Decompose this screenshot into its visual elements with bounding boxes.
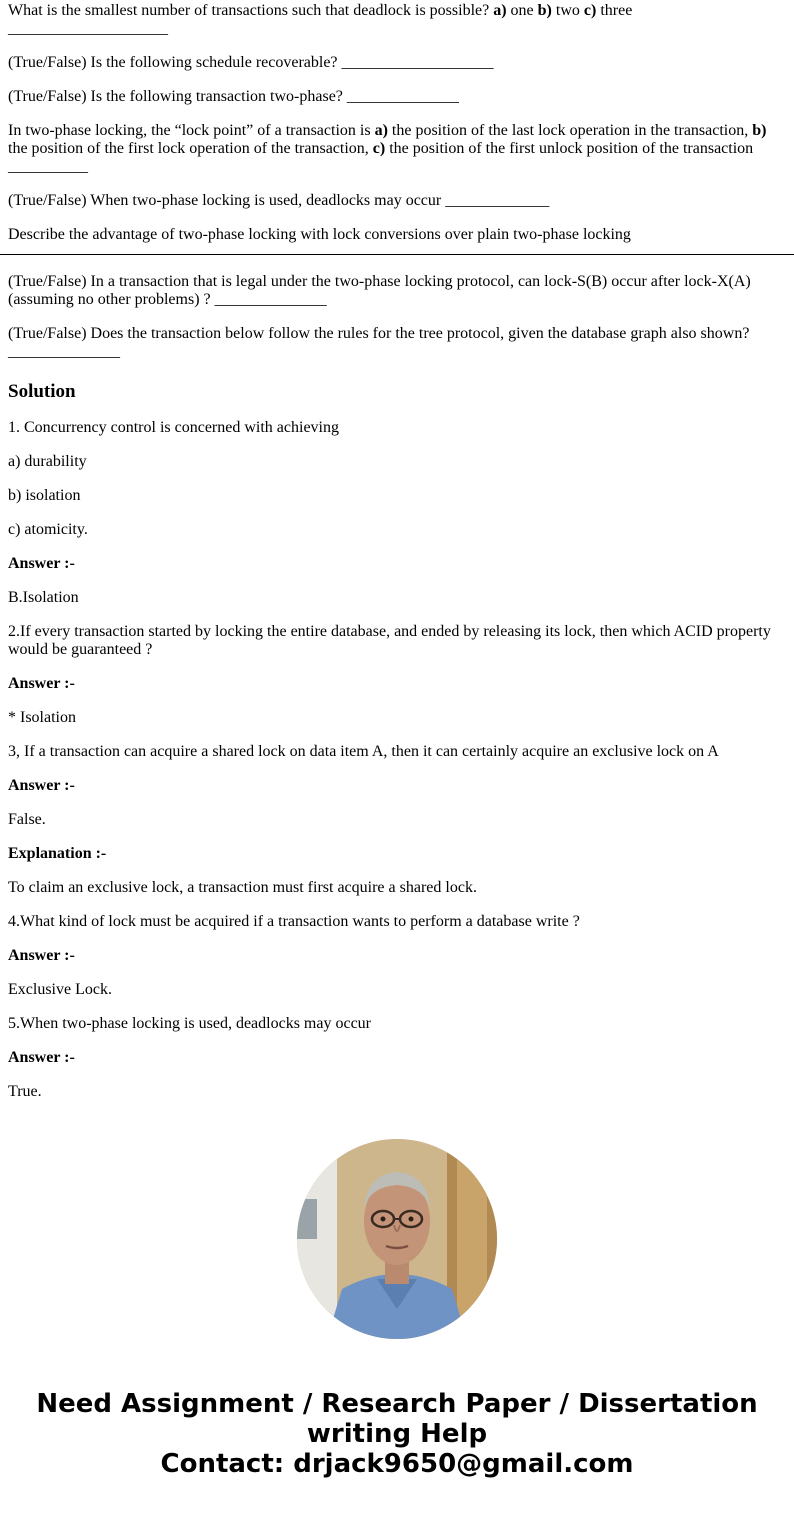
bold-text: Answer :- bbox=[8, 555, 75, 572]
bold-text: Answer :- bbox=[8, 777, 75, 794]
text-run: (True/False) In a transaction that is legal under the two-phase locking protocol, can lock-S(B) occur after lock-X(A) (assuming no other problems) ? ______________ bbox=[8, 273, 751, 308]
text-run: (True/False) Is the following transaction two-phase? ______________ bbox=[8, 88, 459, 105]
question-item bbox=[8, 88, 786, 106]
text-run: b) isolation bbox=[8, 487, 81, 504]
solution-text bbox=[8, 589, 786, 607]
promo-banner bbox=[0, 1389, 794, 1479]
solution-label bbox=[8, 555, 786, 573]
question-item bbox=[8, 273, 786, 309]
question-item bbox=[8, 122, 786, 176]
text-run: ____________________ bbox=[8, 20, 168, 37]
text-run: (True/False) Is the following schedule recoverable? ___________________ bbox=[8, 54, 494, 71]
bold-text: a) bbox=[493, 2, 507, 19]
text-run: the position of the first lock operation of the transaction, bbox=[8, 140, 373, 157]
text-run: Describe the advantage of two-phase locking with lock conversions over plain two-phase locking bbox=[8, 226, 631, 243]
solution-label bbox=[8, 1049, 786, 1067]
bold-text: Answer :- bbox=[8, 1049, 75, 1066]
bold-text: Explanation :- bbox=[8, 845, 107, 862]
solution-text bbox=[8, 1015, 786, 1033]
solution-label bbox=[8, 947, 786, 965]
solution-text bbox=[8, 453, 786, 471]
text-run: (True/False) Does the transaction below follow the rules for the tree protocol, given the database graph also shown? ______________ bbox=[8, 325, 750, 360]
solution-text bbox=[8, 913, 786, 931]
solution-list bbox=[8, 419, 786, 1101]
bold-text: Answer :- bbox=[8, 675, 75, 692]
text-run: 4.What kind of lock must be acquired if a transaction wants to perform a database write ? bbox=[8, 913, 580, 930]
answer-line bbox=[0, 254, 794, 255]
solution-text bbox=[8, 1083, 786, 1101]
text-run: one bbox=[506, 2, 538, 19]
bold-text: a) bbox=[374, 122, 388, 139]
question-item bbox=[8, 192, 786, 210]
avatar bbox=[297, 1139, 497, 1339]
text-run: What is the smallest number of transactions such that deadlock is possible? bbox=[8, 2, 494, 19]
solution-text bbox=[8, 487, 786, 505]
solution-text bbox=[8, 879, 786, 897]
text-run: a) durability bbox=[8, 453, 87, 470]
solution-text bbox=[8, 811, 786, 829]
text-run: False. bbox=[8, 811, 46, 828]
solution-heading: Solution bbox=[8, 381, 76, 402]
text-run: 5.When two-phase locking is used, deadlocks may occur bbox=[8, 1015, 372, 1032]
promo-line-contact: Contact: drjack9650@gmail.com bbox=[160, 1449, 634, 1479]
text-run: To claim an exclusive lock, a transaction must first acquire a shared lock. bbox=[8, 879, 477, 896]
text-run: In two-phase locking, the “lock point” of a transaction is bbox=[8, 122, 375, 139]
text-run: c) atomicity. bbox=[8, 521, 88, 538]
bold-text: c) bbox=[372, 140, 386, 157]
text-run: Exclusive Lock. bbox=[8, 981, 112, 998]
question-item bbox=[8, 325, 786, 361]
solution-text bbox=[8, 419, 786, 437]
question-item bbox=[8, 54, 786, 72]
solution-text bbox=[8, 623, 786, 659]
text-run: True. bbox=[8, 1083, 42, 1100]
question-item bbox=[8, 2, 786, 38]
solution-label bbox=[8, 777, 786, 795]
bold-text: b) bbox=[752, 122, 767, 139]
bold-text: c) bbox=[583, 2, 597, 19]
avatar-container bbox=[0, 1139, 794, 1339]
person-photo-icon bbox=[297, 1139, 497, 1339]
bold-text: b) bbox=[537, 2, 552, 19]
solution-text bbox=[8, 521, 786, 539]
text-run: B.Isolation bbox=[8, 589, 79, 606]
text-run: 2.If every transaction started by locking the entire database, and ended by releasing its lock, then which ACID property would be guaranteed ? bbox=[8, 623, 771, 658]
text-run: three bbox=[596, 2, 633, 19]
bold-text: Answer :- bbox=[8, 947, 75, 964]
text-run: 3, If a transaction can acquire a shared lock on data item A, then it can certainly acquire an exclusive lock on A bbox=[8, 743, 719, 760]
text-run: * Isolation bbox=[8, 709, 76, 726]
text-run: the position of the last lock operation in the transaction, bbox=[387, 122, 753, 139]
solution-text bbox=[8, 981, 786, 999]
solution-text bbox=[8, 743, 786, 761]
question-list bbox=[8, 2, 786, 361]
text-run: two bbox=[551, 2, 584, 19]
text-run: the position of the first unlock position of the transaction __________ bbox=[8, 140, 754, 175]
solution-label bbox=[8, 675, 786, 693]
text-run: 1. Concurrency control is concerned with achieving bbox=[8, 419, 339, 436]
text-run: (True/False) When two-phase locking is used, deadlocks may occur _____________ bbox=[8, 192, 550, 209]
solution-text bbox=[8, 709, 786, 727]
promo-line-help: Need Assignment / Research Paper / Dissertation writing Help bbox=[36, 1389, 758, 1449]
solution-label bbox=[8, 845, 786, 863]
question-item bbox=[8, 226, 786, 244]
